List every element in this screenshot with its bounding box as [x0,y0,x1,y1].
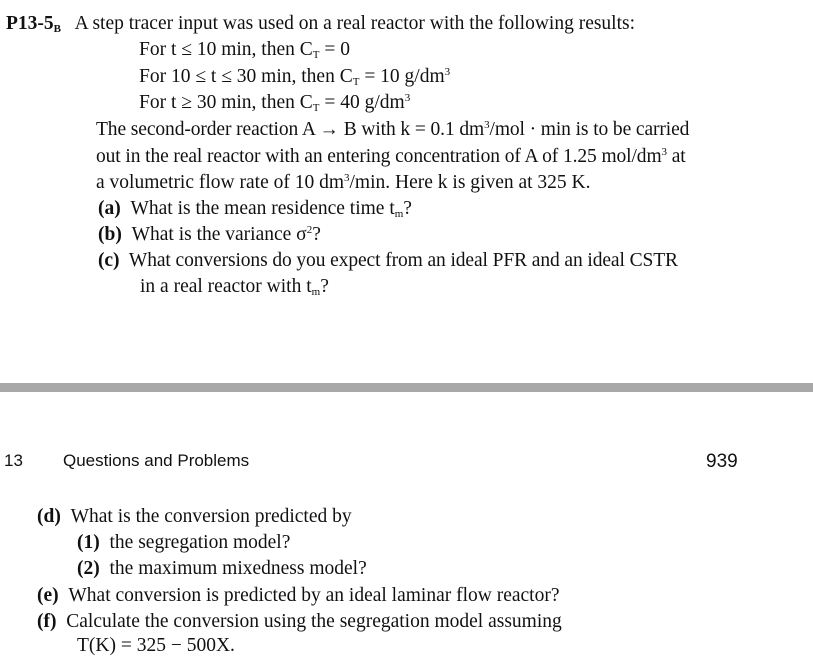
part-e: (e) What conversion is predicted by an ideal laminar flow reactor? [37,585,560,606]
part-d2: (2) the maximum mixedness model? [77,558,367,579]
part-c-continued: in a real reactor with $t_m$? [140,276,329,298]
part-c: (c) What conversions do you expect from an ideal PFR and an ideal CSTR [98,250,678,271]
problem-number: $P13-5_B$ [6,13,61,35]
page-number: 939 [706,451,738,472]
problem-intro: A step tracer input was used on a real reactor with the following results: [74,13,636,34]
part-d: (d) What is the conversion predicted by [37,506,352,527]
part-f-equation: T(K) = 325 − 500X. [77,635,235,656]
problem-header-line [6,14,635,34]
reaction-line-2: out in the real reactor with an entering concentration of A of 1.25 mol/$dm^3$ at [96,146,686,167]
reaction-line-3: a volumetric flow rate of 10 $dm^3/\min$. Here k is given at 325 K. [96,172,591,193]
part-f: (f) Calculate the conversion using the segregation model assuming [37,611,562,632]
page-divider [0,383,813,392]
part-d1: (1) the segregation model? [77,532,291,553]
section-title: Questions and Problems [63,451,250,470]
chapter-number: 13 [4,451,23,470]
condition-1: For t ≤ 10 min, then $C_T = 0$ [139,39,350,61]
part-a: (a) What is the mean residence time $t_m$? [98,198,412,220]
condition-3: For t ≥ 30 min, then $C_T = 40$ $g/dm^3$ [139,92,411,114]
condition-2: For 10 ≤ t ≤ 30 min, then $C_T = 10$ $g/dm^3$ [139,66,451,88]
part-b: (b) What is the variance $\sigma^2$? [98,224,321,245]
reaction-line-1: The second-order reaction A → B with k = 0.1 $dm^3$/mol · min is to be carried [96,119,690,140]
